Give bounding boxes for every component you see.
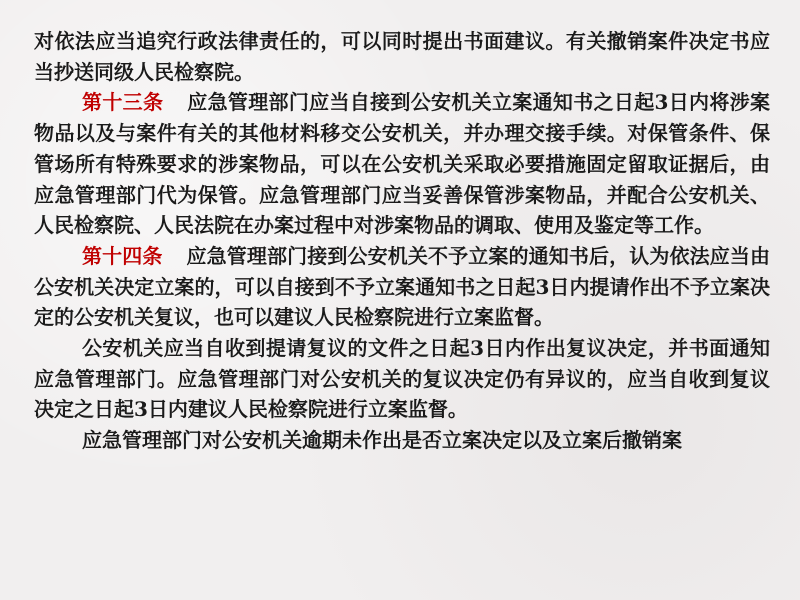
paragraph-text: 对依法应当追究行政法律责任的，可以同时提出书面建议。有关撤销案件决定书应当抄送同级人民检察院。 [34, 29, 770, 84]
paragraph-text: 应急管理部门对公安机关逾期未作出是否立案决定以及立案后撤销案 [82, 428, 682, 453]
paragraph-article-13 [34, 87, 770, 241]
paragraph-overdue [34, 425, 770, 456]
paragraph-article-14 [34, 241, 770, 333]
paragraph-continuation [34, 26, 770, 87]
article-number-14: 第十四条 [82, 243, 163, 268]
paragraph-review [34, 333, 770, 425]
paragraph-text: 公安机关应当自收到提请复议的文件之日起3日内作出复议决定，并书面通知应急管理部门。应急管理部门对公安机关的复议决定仍有异议的，应当自收到复议决定之日起3日内建议人民检察院进行立案监督。 [34, 336, 770, 422]
paragraph-text: 应急管理部门接到公安机关不予立案的通知书后，认为依法应当由公安机关决定立案的，可以自接到不予立案通知书之日起3日内提请作出不予立案决定的公安机关复议，也可以建议人民检察院进行立案监督。 [34, 243, 770, 330]
paragraph-text: 应急管理部门应当自接到公安机关立案通知书之日起3日内将涉案物品以及与案件有关的其他材料移交公安机关，并办理交接手续。对保管条件、保管场所有特殊要求的涉案物品，可以在公安机关采取必要措施固定留取证据后，由应急管理部门代为保管。应急管理部门应当妥善保管涉案物品，并配合公安机关、人民检察院、人民法院在办案过程中对涉案物品的调取、使用及鉴定等工作。 [34, 90, 770, 238]
article-number-13: 第十三条 [82, 90, 164, 115]
document-body [34, 26, 770, 456]
